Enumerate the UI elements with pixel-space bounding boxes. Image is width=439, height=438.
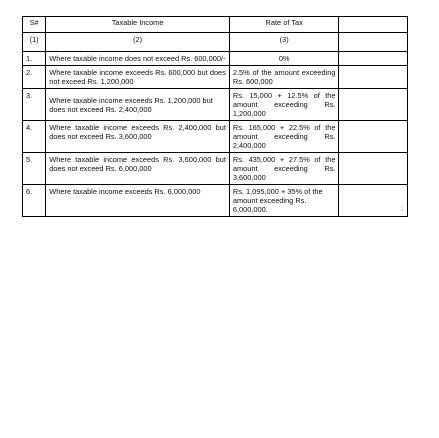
serial-cell: 1. — [23, 52, 46, 66]
rate-cell: Rs. 1,095,000 + 35% of the amount exceeding Rs. 6,000,000. — [229, 185, 339, 217]
income-cell: Where taxable income exceeds Rs. 2,400,000 but does not exceed Rs. 3,600,000 — [46, 121, 230, 153]
header-taxable-income: Taxable Income — [46, 17, 230, 33]
table-row — [23, 153, 408, 185]
serial-cell: 3. — [23, 89, 46, 121]
rate-cell: Rs. 435,000 + 27.5% of the amount exceeding Rs. 3,600,000 — [229, 153, 339, 185]
serial-cell: 2. — [23, 66, 46, 89]
table-row — [23, 121, 408, 153]
blank-cell — [339, 185, 408, 217]
income-cell: Where taxable income does not exceed Rs. 600,000/- — [46, 52, 230, 66]
rate-cell: 0% — [229, 52, 339, 66]
blank-cell — [339, 121, 408, 153]
blank-cell — [339, 66, 408, 89]
header-blank — [339, 17, 408, 33]
numbering-2: (2) — [46, 33, 230, 52]
numbering-1: (1) — [23, 33, 46, 52]
table-row — [23, 52, 408, 66]
serial-cell: 5. — [23, 153, 46, 185]
numbering-4 — [339, 33, 408, 52]
income-cell: Where taxable income exceeds Rs. 600,000 but does not exceed Rs. 1,200,000 — [46, 66, 230, 89]
rate-cell: 2.5% of the amount exceeding Rs. 600,000 — [229, 66, 339, 89]
numbering-3: (3) — [229, 33, 339, 52]
rate-cell: Rs. 15,000 + 12.5% of the amount exceeding Rs. 1,200,000 — [229, 89, 339, 121]
header-serial: S# — [23, 17, 46, 33]
table-row — [23, 66, 408, 89]
rate-cell: Rs. 165,000 + 22.5% of the amount exceeding Rs. 2,400,000 — [229, 121, 339, 153]
serial-cell: 6. — [23, 185, 46, 217]
corner-mark-icon: ⁏ — [400, 204, 403, 212]
blank-cell — [339, 153, 408, 185]
tax-rate-table — [22, 16, 408, 217]
income-cell: Where taxable income exceeds Rs. 1,200,000 but does not exceed Rs. 2,400,000 — [46, 89, 230, 121]
numbering-row — [23, 33, 408, 52]
serial-cell: 4. — [23, 121, 46, 153]
blank-cell — [339, 89, 408, 121]
table-row — [23, 89, 408, 121]
header-rate-of-tax: Rate of Tax — [229, 17, 339, 33]
table-row — [23, 185, 408, 217]
table-header-row — [23, 17, 408, 33]
blank-cell — [339, 52, 408, 66]
income-cell: Where taxable income exceeds Rs. 3,600,000 but does not exceed Rs. 6,000,000 — [46, 153, 230, 185]
income-cell: Where taxable income exceeds Rs. 6,000,000 — [46, 185, 230, 217]
